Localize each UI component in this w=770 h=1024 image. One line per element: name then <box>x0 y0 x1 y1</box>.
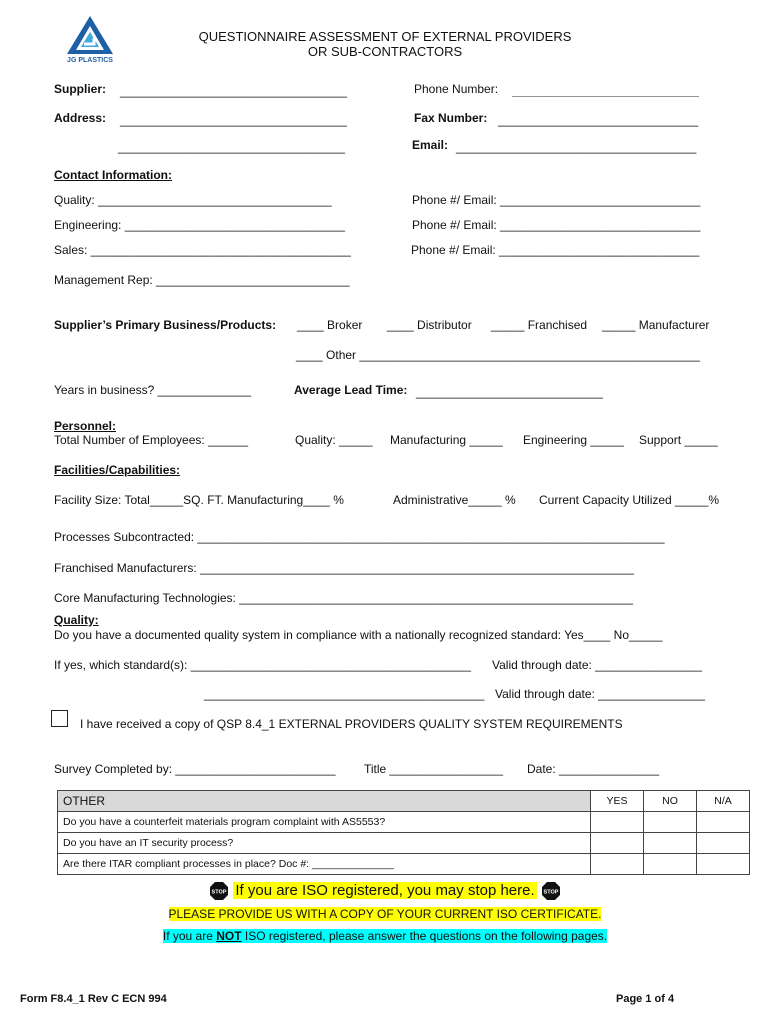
svg-text:STOP: STOP <box>211 889 227 896</box>
phone-number-field[interactable]: ____________________________ <box>512 84 699 98</box>
sales-phone-email-field[interactable]: Phone #/ Email: ______________________________ <box>411 243 700 257</box>
na-cell[interactable] <box>697 812 750 833</box>
primary-business-label: Supplier’s Primary Business/Products: <box>54 318 277 332</box>
manufacturer-option[interactable]: _____ Manufacturer <box>602 318 710 332</box>
email-label: Email: <box>412 138 449 152</box>
form-number: Form F8.4_1 Rev C ECN 994 <box>20 993 167 1005</box>
processes-subcontracted-field[interactable]: Processes Subcontracted: ______________________________________________________________________ <box>54 530 665 544</box>
administrative-field[interactable]: Administrative_____ % <box>393 493 516 507</box>
table-row <box>58 833 750 854</box>
yes-cell[interactable] <box>591 854 644 875</box>
email-field[interactable]: ____________________________________ <box>456 140 697 154</box>
contact-heading: Contact Information: <box>54 168 172 182</box>
contact-engineering-field[interactable]: Engineering: _________________________________ <box>54 218 345 232</box>
quality-system-question[interactable]: Do you have a documented quality system in compliance with a nationally recognized standard: Yes____ No_____ <box>54 628 663 642</box>
manufacturing-employees-field[interactable]: Manufacturing _____ <box>390 433 503 447</box>
facilities-heading: Facilities/Capabilities: <box>54 463 181 477</box>
broker-option[interactable]: ____ Broker <box>297 318 363 332</box>
survey-title-field[interactable]: Title _________________ <box>364 762 504 776</box>
total-employees-field[interactable]: Total Number of Employees: ______ <box>54 433 249 447</box>
page-title <box>150 29 620 59</box>
logo-text: JG PLASTICS <box>67 57 113 64</box>
quality-employees-field[interactable]: Quality: _____ <box>295 433 373 447</box>
table-row <box>58 854 750 875</box>
iso-note-part-a: If you are <box>162 929 217 943</box>
table-row <box>58 812 750 833</box>
survey-date-field[interactable]: Date: _______________ <box>527 762 660 776</box>
survey-completed-by-field[interactable]: Survey Completed by: ________________________ <box>54 762 336 776</box>
engineering-phone-email-field[interactable]: Phone #/ Email: ______________________________ <box>412 218 701 232</box>
iso-stop-text: If you are ISO registered, you may stop here. <box>235 882 535 899</box>
company-logo <box>64 14 116 64</box>
core-technologies-field[interactable]: Core Manufacturing Technologies: ___________________________________________________________ <box>54 591 633 605</box>
valid-through-date-1[interactable]: Valid through date: ________________ <box>492 658 702 672</box>
supplier-label: Supplier: <box>54 82 107 96</box>
other-questions-table <box>57 790 750 875</box>
fax-number-label: Fax Number: <box>414 111 488 125</box>
address-label: Address: <box>54 111 107 125</box>
valid-through-date-2[interactable]: Valid through date: ________________ <box>495 687 705 701</box>
qsp-received-checkbox[interactable] <box>51 710 68 727</box>
iso-note-part-b: ISO registered, please answer the questions on the following pages. <box>241 929 608 943</box>
yes-cell[interactable] <box>591 833 644 854</box>
other-header: OTHER <box>58 791 591 812</box>
svg-text:STOP: STOP <box>543 889 559 896</box>
quality-heading: Quality: <box>54 613 99 627</box>
na-cell[interactable] <box>697 833 750 854</box>
years-in-business-field[interactable]: Years in business? ______________ <box>54 383 252 397</box>
iso-note-not: NOT <box>216 929 242 943</box>
facility-size-field[interactable]: Facility Size: Total_____SQ. FT. Manufacturing____ % <box>54 493 344 507</box>
franchised-option[interactable]: _____ Franchised <box>491 318 588 332</box>
page-number: Page 1 of 4 <box>616 993 675 1005</box>
no-header: NO <box>644 791 697 812</box>
other-business-field[interactable]: ____ Other ___________________________________________________ <box>296 348 700 362</box>
na-cell[interactable] <box>697 854 750 875</box>
quality-phone-email-field[interactable]: Phone #/ Email: ______________________________ <box>412 193 701 207</box>
yes-header: YES <box>591 791 644 812</box>
management-rep-field[interactable]: Management Rep: _____________________________ <box>54 273 350 287</box>
title-line-1: QUESTIONNAIRE ASSESSMENT OF EXTERNAL PROVIDERS <box>198 29 572 44</box>
qsp-received-label: I have received a copy of QSP 8.4_1 EXTERNAL PROVIDERS QUALITY SYSTEM REQUIREMENTS <box>80 717 623 731</box>
no-cell[interactable] <box>644 854 697 875</box>
address-field-2[interactable]: __________________________________ <box>118 140 345 154</box>
question-cell: Do you have a counterfeit materials program complaint with AS5553? <box>58 812 591 833</box>
stop-sign-icon <box>209 881 229 901</box>
question-cell: Are there ITAR compliant processes in place? Doc #: ______________ <box>58 854 591 875</box>
contact-sales-field[interactable]: Sales: _______________________________________ <box>54 243 351 257</box>
distributor-option[interactable]: ____ Distributor <box>387 318 472 332</box>
contact-quality-field[interactable]: Quality: ___________________________________ <box>54 193 332 207</box>
lead-time-label: Average Lead Time: <box>294 383 408 397</box>
address-field[interactable]: __________________________________ <box>120 113 347 127</box>
yes-cell[interactable] <box>591 812 644 833</box>
no-cell[interactable] <box>644 833 697 854</box>
iso-not-registered-note <box>0 928 770 944</box>
no-cell[interactable] <box>644 812 697 833</box>
title-line-2: OR SUB-CONTRACTORS <box>307 44 463 59</box>
iso-certificate-text: PLEASE PROVIDE US WITH A COPY OF YOUR CURRENT ISO CERTIFICATE. <box>168 907 602 921</box>
support-employees-field[interactable]: Support _____ <box>639 433 718 447</box>
question-cell: Do you have an IT security process? <box>58 833 591 854</box>
engineering-employees-field[interactable]: Engineering _____ <box>523 433 624 447</box>
phone-number-label: Phone Number: <box>414 82 499 96</box>
franchised-manufacturers-field[interactable]: Franchised Manufacturers: _________________________________________________________________ <box>54 561 634 575</box>
stop-sign-icon <box>541 881 561 901</box>
na-header: N/A <box>697 791 750 812</box>
standards-field-2[interactable]: __________________________________________ <box>204 687 485 701</box>
iso-stop-notice <box>0 880 770 902</box>
personnel-heading: Personnel: <box>54 419 117 433</box>
supplier-field[interactable]: __________________________________ <box>120 84 347 98</box>
capacity-utilized-field[interactable]: Current Capacity Utilized _____% <box>539 493 720 507</box>
lead-time-field[interactable]: ____________________________ <box>416 385 603 399</box>
table-header-row <box>58 791 750 812</box>
standards-field[interactable]: If yes, which standard(s): __________________________________________ <box>54 658 472 672</box>
iso-certificate-request <box>0 906 770 922</box>
fax-number-field[interactable]: ______________________________ <box>498 113 699 127</box>
